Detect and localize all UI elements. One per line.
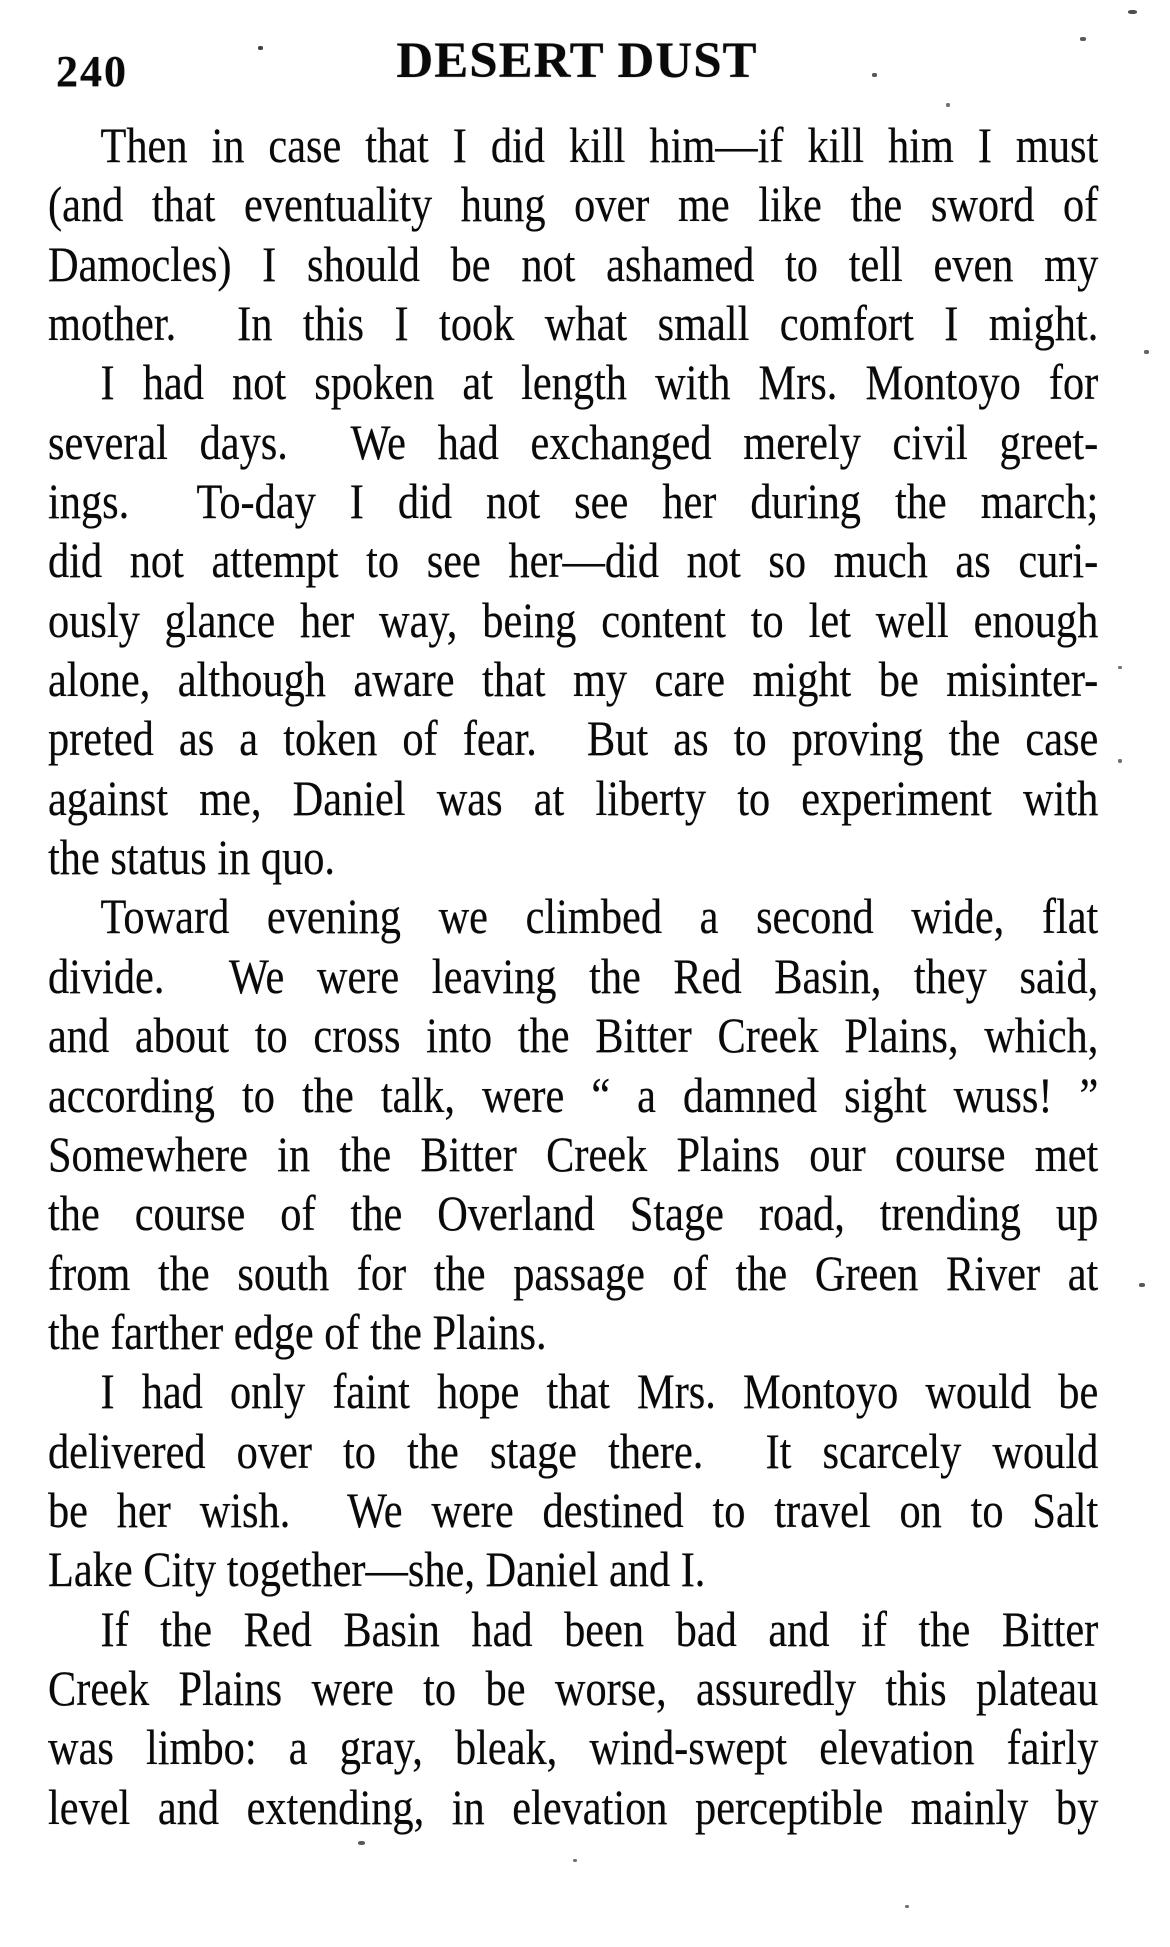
text-line: level and extending, in elevation perceptible mainly by bbox=[48, 1778, 1099, 1835]
text-line: and about to cross into the Bitter Creek Plains, which, bbox=[48, 1007, 1099, 1064]
text-line: mother. In this I took what small comfort I might. bbox=[48, 295, 1099, 352]
scan-speck-artifact bbox=[1080, 37, 1086, 41]
scan-speck-artifact bbox=[1144, 350, 1149, 354]
text-line: against me, Daniel was at liberty to experiment with bbox=[48, 769, 1099, 826]
scan-speck-artifact bbox=[258, 46, 263, 50]
page-number: 240 bbox=[56, 47, 128, 96]
text-line: ings. To-day I did not see her during the march; bbox=[48, 473, 1099, 530]
scan-speck-artifact bbox=[1139, 1283, 1145, 1287]
text-line: Toward evening we climbed a second wide, flat bbox=[100, 888, 1099, 945]
text-line: Lake City together—she, Daniel and I. bbox=[48, 1541, 706, 1598]
scan-speck-artifact bbox=[358, 1841, 365, 1845]
text-line: ously glance her way, being content to let well enough bbox=[48, 591, 1099, 648]
text-line: preted as a token of fear. But as to proving the case bbox=[48, 710, 1099, 767]
text-line: Damocles) I should be not ashamed to tell even my bbox=[48, 235, 1099, 292]
text-line: divide. We were leaving the Red Basin, they said, bbox=[48, 947, 1099, 1004]
text-line: Then in case that I did kill him—if kill him I must bbox=[100, 117, 1099, 173]
text-line: was limbo: a gray, bleak, wind-swept elevation fairly bbox=[48, 1719, 1099, 1776]
scan-speck-artifact bbox=[573, 1859, 577, 1862]
text-line: (and that eventuality hung over me like the sword of bbox=[48, 176, 1099, 233]
text-line: Creek Plains were to be worse, assuredly this plateau bbox=[48, 1659, 1099, 1716]
text-line: I had only faint hope that Mrs. Montoyo would be bbox=[100, 1363, 1099, 1420]
text-line: the status in quo. bbox=[48, 829, 336, 886]
scan-speck-artifact bbox=[1118, 666, 1122, 669]
text-line: did not attempt to see her—did not so much as curi- bbox=[48, 532, 1099, 589]
scan-speck-artifact bbox=[1128, 10, 1137, 14]
text-line: according to the talk, were “ a damned sight wuss! ” bbox=[48, 1066, 1099, 1123]
text-line: several days. We had exchanged merely civil greet- bbox=[48, 413, 1099, 470]
text-line: Somewhere in the Bitter Creek Plains our course met bbox=[48, 1125, 1099, 1182]
text-line: the farther edge of the Plains. bbox=[48, 1303, 547, 1360]
scan-speck-artifact bbox=[872, 73, 877, 77]
text-line: delivered over to the stage there. It scarcely would bbox=[48, 1422, 1099, 1479]
running-title: DESERT DUST bbox=[396, 33, 758, 89]
scan-speck-artifact bbox=[1118, 759, 1122, 763]
text-column bbox=[48, 116, 1098, 1837]
scan-speck-artifact bbox=[946, 103, 950, 107]
text-line: from the south for the passage of the Green River at bbox=[48, 1244, 1099, 1301]
text-line: be her wish. We were destined to travel on to Salt bbox=[48, 1481, 1099, 1538]
scan-speck-artifact bbox=[905, 1905, 909, 1908]
text-line: I had not spoken at length with Mrs. Montoyo for bbox=[100, 354, 1099, 411]
text-line: alone, although aware that my care might be misinter- bbox=[48, 651, 1099, 708]
text-line: the course of the Overland Stage road, trending up bbox=[48, 1185, 1099, 1242]
text-line: If the Red Basin had been bad and if the Bitter bbox=[100, 1600, 1099, 1657]
